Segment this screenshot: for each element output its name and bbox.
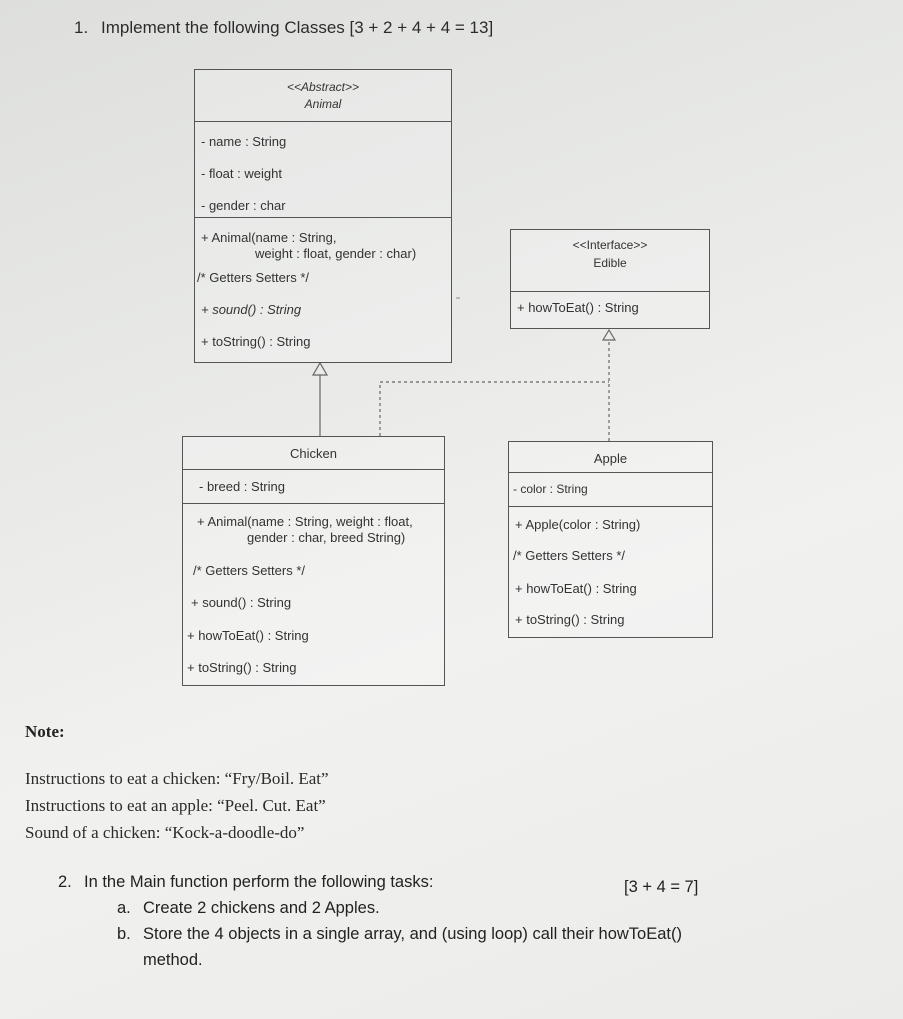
apple-ctor: + Apple(color : String) bbox=[515, 517, 641, 532]
animal-attr-weight: - float : weight bbox=[201, 166, 282, 181]
apple-attr-color: - color : String bbox=[513, 482, 588, 496]
animal-attributes bbox=[195, 122, 451, 218]
question-2-number: 2. bbox=[58, 873, 72, 891]
chicken-class-name: Chicken bbox=[290, 446, 337, 461]
task-b-label: b. bbox=[117, 925, 131, 943]
chicken-methods bbox=[183, 504, 444, 685]
task-a-text: Create 2 chickens and 2 Apples. bbox=[143, 899, 380, 917]
chicken-ctor-line2: gender : char, breed String) bbox=[247, 530, 406, 545]
question-1-text: Implement the following Classes [3 + 2 + 4 + 4 = 13] bbox=[101, 18, 494, 37]
apple-class-name: Apple bbox=[593, 451, 628, 466]
apple-methods bbox=[509, 507, 712, 637]
animal-getters-setters: /* Getters Setters */ bbox=[197, 270, 309, 285]
task-b-text-line2: method. bbox=[143, 951, 203, 969]
animal-tostring-method: + toString() : String bbox=[201, 334, 311, 349]
note-chicken-instructions: Instructions to eat a chicken: “Fry/Boil. Eat” bbox=[25, 769, 329, 788]
animal-ctor-line2: weight : float, gender : char) bbox=[255, 246, 417, 261]
animal-attr-gender: - gender : char bbox=[201, 198, 286, 213]
question-2-text: In the Main function perform the following tasks: bbox=[84, 873, 434, 891]
apple-attributes bbox=[509, 473, 712, 507]
edible-howtoeat-method: + howToEat() : String bbox=[517, 300, 639, 315]
edible-header bbox=[511, 230, 709, 292]
note-apple-instructions: Instructions to eat an apple: “Peel. Cut. Eat” bbox=[25, 796, 326, 815]
edible-stereotype: <<Interface>> bbox=[572, 238, 648, 252]
chicken-attr-breed: - breed : String bbox=[199, 479, 285, 494]
chicken-tostring-method: + toString() : String bbox=[187, 660, 297, 675]
chicken-sound-method: + sound() : String bbox=[191, 595, 292, 610]
apple-howtoeat-method: + howToEat() : String bbox=[515, 581, 637, 596]
note-chicken-sound: Sound of a chicken: “Kock-a-doodle-do” bbox=[25, 823, 305, 842]
note-heading: Note: bbox=[25, 722, 65, 741]
animal-sound-method: + sound() : String bbox=[201, 302, 302, 317]
question-1-number: 1. bbox=[74, 18, 89, 37]
apple-class-box bbox=[508, 441, 713, 638]
realization-arrowhead bbox=[603, 330, 615, 340]
chicken-getters-setters: /* Getters Setters */ bbox=[193, 563, 305, 578]
animal-ctor-line1: + Animal(name : String, bbox=[201, 230, 337, 245]
animal-class-box bbox=[194, 69, 452, 363]
question-2-marks: [3 + 4 = 7] bbox=[624, 878, 699, 896]
animal-class-header bbox=[195, 70, 451, 122]
apple-header bbox=[509, 442, 712, 473]
animal-class-name: Animal bbox=[304, 97, 342, 111]
task-b-text-line1: Store the 4 objects in a single array, and (using loop) call their howToEat() bbox=[143, 925, 682, 943]
animal-stereotype: <<Abstract>> bbox=[286, 80, 360, 94]
chicken-class-box bbox=[182, 436, 445, 686]
animal-attr-name: - name : String bbox=[201, 134, 287, 149]
chicken-header bbox=[183, 437, 444, 470]
chicken-attributes bbox=[183, 470, 444, 504]
animal-methods bbox=[195, 218, 451, 362]
inheritance-arrowhead bbox=[313, 363, 327, 375]
chicken-realizes-line bbox=[380, 382, 609, 436]
edible-name: Edible bbox=[593, 256, 627, 270]
chicken-howtoeat-method: + howToEat() : String bbox=[187, 628, 309, 643]
edible-interface-box bbox=[510, 229, 710, 329]
edible-methods bbox=[511, 292, 709, 328]
apple-tostring-method: + toString() : String bbox=[515, 612, 625, 627]
task-a-label: a. bbox=[117, 899, 131, 917]
apple-getters-setters: /* Getters Setters */ bbox=[513, 548, 625, 563]
chicken-ctor-line1: + Animal(name : String, weight : float, bbox=[197, 514, 413, 529]
